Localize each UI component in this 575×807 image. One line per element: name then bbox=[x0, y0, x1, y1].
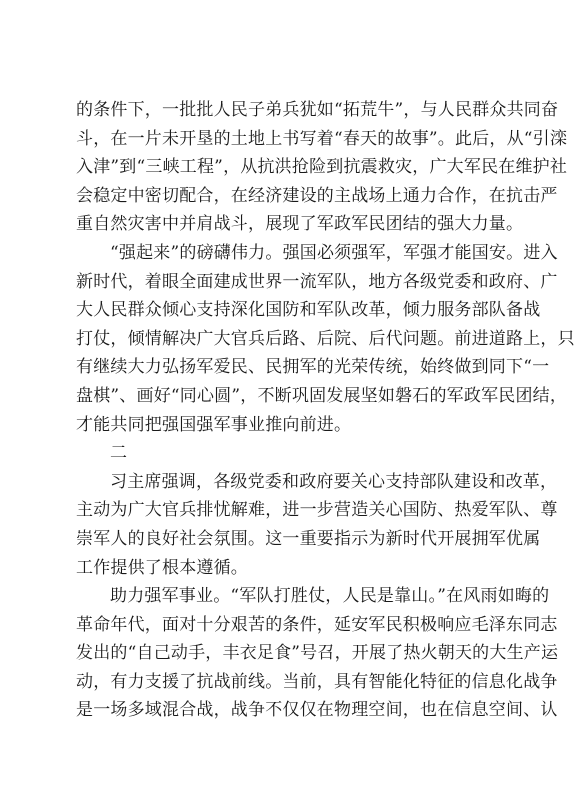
text-line: 工作提供了根本遵循。 bbox=[76, 557, 248, 578]
text-line: 斗，在一片未开垦的土地上书写着“春天的故事”。此后，从“引滦 bbox=[76, 128, 568, 149]
text-line: 主动为广大官兵排忧解难，进一步营造关心国防、热爱军队、尊 bbox=[76, 500, 558, 521]
text-line: 新时代，着眼全面建成世界一流军队，地方各级党委和政府、广 bbox=[76, 271, 558, 292]
text-line: 盘棋”、画好“同心圆”，不断巩固发展坚如磐石的军政军民团结， bbox=[76, 385, 568, 406]
text-line: 才能共同把强国强军事业推向前进。 bbox=[76, 414, 352, 435]
text-line: 会稳定中密切配合，在经济建设的主战场上通力合作，在抗击严 bbox=[76, 185, 558, 206]
text-line: 打仗，倾情解决广大官兵后路、后院、后代问题。前进道路上，只 bbox=[76, 328, 575, 349]
text-line: 大人民群众倾心支持深化国防和军队改革，倾力服务部队备战 bbox=[76, 300, 541, 321]
paragraph-start-line: “强起来”的磅礴伟力。强国必须强军，军强才能国安。进入 bbox=[110, 242, 558, 263]
text-line: 入津”到“三峡工程”，从抗洪抢险到抗震救灾，广大军民在维护社 bbox=[76, 157, 568, 178]
text-line: 崇军人的良好社会氛围。这一重要指示为新时代开展拥军优属 bbox=[76, 528, 541, 549]
section-heading: 二 bbox=[110, 443, 128, 464]
text-line: 动，有力支援了抗战前线。当前，具有智能化特征的信息化战争 bbox=[76, 671, 558, 692]
text-line: 重自然灾害中并肩战斗，展现了军政军民团结的强大力量。 bbox=[76, 214, 524, 235]
body-text bbox=[76, 96, 575, 725]
paragraph-start-line: 习主席强调，各级党委和政府要关心支持部队建设和改革， bbox=[110, 471, 558, 492]
text-line: 有继续大力弘扬军爱民、民拥军的光荣传统，始终做到同下“一 bbox=[76, 357, 550, 378]
text-line: 的条件下，一批批人民子弟兵犹如“拓荒牛”，与人民群众共同奋 bbox=[76, 100, 559, 120]
text-line: 革命年代，面对十分艰苦的条件，延安军民积极响应毛泽东同志 bbox=[76, 614, 558, 635]
text-line: 发出的“自己动手，丰衣足食”号召，开展了热火朝天的大生产运 bbox=[76, 643, 559, 664]
paragraph-start-line: 助力强军事业。“军队打胜仗，人民是靠山。”在风雨如晦的 bbox=[110, 586, 550, 607]
text-line: 是一场多域混合战，战争不仅仅在物理空间，也在信息空间、认 bbox=[76, 700, 558, 721]
